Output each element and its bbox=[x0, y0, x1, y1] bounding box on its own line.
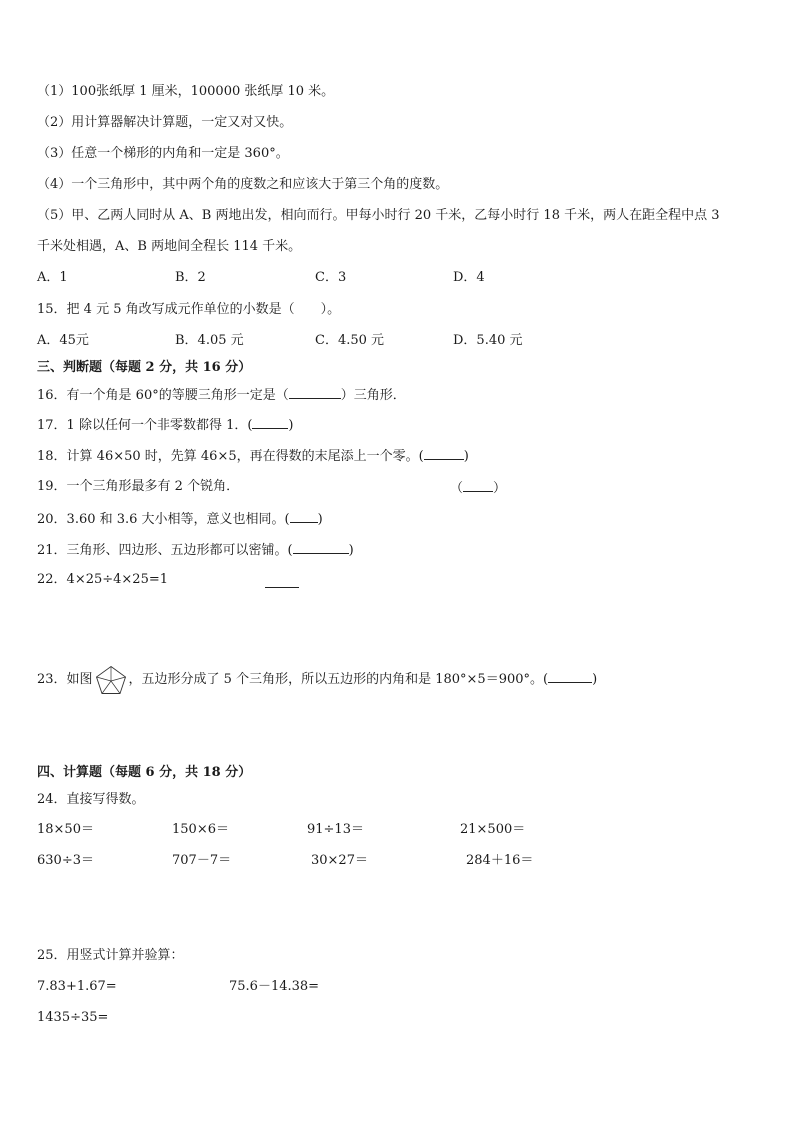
q14-item-4: （4）一个三角形中，其中两个角的度数之和应该大于第三个角的度数。 bbox=[37, 177, 449, 192]
q24-item: 21×500＝ bbox=[460, 822, 526, 837]
q19-answer bbox=[450, 479, 506, 497]
q21 bbox=[37, 541, 354, 559]
q23-text-cont: ，五边形分成了 5 个三角形，所以五边形的内角和是 180°×5＝900°。( bbox=[128, 672, 549, 687]
q24-item: 91÷13＝ bbox=[307, 822, 364, 837]
pentagon-divided-icon bbox=[95, 665, 127, 695]
q19-paren-close: ） bbox=[493, 481, 507, 496]
q24-item: 18×50＝ bbox=[37, 822, 94, 837]
q17-answer-blank[interactable] bbox=[252, 416, 288, 429]
q15-option-b: B．4.05 元 bbox=[175, 333, 244, 348]
q14-item-2: （2）用计算器解决计算题，一定又对又快。 bbox=[37, 115, 293, 130]
section-3-heading: 三、判断题（每题 2 分，共 16 分） bbox=[37, 360, 252, 375]
q19-answer-blank[interactable] bbox=[463, 479, 493, 492]
q20 bbox=[37, 510, 323, 528]
q14-option-b: B．2 bbox=[175, 270, 206, 285]
q21-answer-blank[interactable] bbox=[293, 541, 349, 554]
q19-text: 19．一个三角形最多有 2 个锐角． bbox=[37, 479, 240, 494]
q15-stem: 15．把 4 元 5 角改写成元作单位的小数是（ ）。 bbox=[37, 302, 341, 317]
q24-item: 707－7＝ bbox=[172, 853, 232, 868]
q24-title: 24．直接写得数。 bbox=[37, 792, 145, 807]
q24-item: 284＋16＝ bbox=[466, 853, 534, 868]
q14-item-5: （5）甲、乙两人同时从 A、B 两地出发，相向而行。甲每小时行 20 千米，乙每小时行 18 千米，两人在距全程中点 3 bbox=[37, 208, 720, 223]
q14-item-1: （1）100张纸厚 1 厘米，100000 张纸厚 10 米。 bbox=[37, 84, 335, 99]
q23-text: 23．如图 bbox=[37, 672, 93, 687]
q20-answer-blank[interactable] bbox=[290, 510, 318, 523]
q14-option-c: C．3 bbox=[315, 270, 347, 285]
q20-text-end: ) bbox=[317, 512, 323, 527]
q25-item: 7.83+1.67= bbox=[37, 979, 117, 994]
q17 bbox=[37, 416, 294, 434]
q17-text: 17．1 除以任何一个非零数都得 1．( bbox=[37, 418, 253, 433]
q17-text-end: ) bbox=[288, 418, 294, 433]
q14-item-5-cont: 千米处相遇，A、B 两地间全程长 114 千米。 bbox=[37, 239, 302, 254]
q24-item: 630÷3＝ bbox=[37, 853, 94, 868]
q18-text: 18．计算 46×50 时，先算 46×5，再在得数的末尾添上一个零。( bbox=[37, 449, 424, 464]
q23-answer-blank[interactable] bbox=[548, 670, 592, 683]
q24-item: 30×27＝ bbox=[311, 853, 368, 868]
q18-text-end: ) bbox=[463, 449, 469, 464]
q15-option-a: A．45元 bbox=[37, 333, 89, 348]
q19-paren-open: （ bbox=[450, 481, 464, 496]
q23-text-end: ) bbox=[592, 672, 598, 687]
q15-option-c: C．4.50 元 bbox=[315, 333, 385, 348]
q14-option-d: D．4 bbox=[453, 270, 485, 285]
q23 bbox=[37, 664, 597, 696]
q25-item: 1435÷35= bbox=[37, 1010, 109, 1025]
q22-answer-blank[interactable] bbox=[265, 586, 299, 588]
q25-title: 25．用竖式计算并验算： bbox=[37, 948, 184, 963]
q16-text: 16．有一个角是 60°的等腰三角形一定是（ bbox=[37, 388, 289, 403]
section-4-heading: 四、计算题（每题 6 分，共 18 分） bbox=[37, 765, 252, 780]
q16-text-end: ）三角形． bbox=[340, 388, 406, 403]
q15-option-d: D．5.40 元 bbox=[453, 333, 523, 348]
q18 bbox=[37, 447, 469, 465]
q21-text-end: ) bbox=[348, 543, 354, 558]
q16-answer-blank[interactable] bbox=[289, 386, 341, 399]
q20-text: 20．3.60 和 3.6 大小相等，意义也相同。( bbox=[37, 512, 290, 527]
q25-item: 75.6－14.38= bbox=[229, 979, 320, 994]
q14-option-a: A．1 bbox=[37, 270, 68, 285]
q24-item: 150×6＝ bbox=[172, 822, 229, 837]
q18-answer-blank[interactable] bbox=[424, 447, 464, 460]
q21-text: 21．三角形、四边形、五边形都可以密铺。( bbox=[37, 543, 293, 558]
q14-item-3: （3）任意一个梯形的内角和一定是 360°。 bbox=[37, 146, 289, 161]
q16 bbox=[37, 386, 406, 404]
q22-text: 22．4×25÷4×25=1 bbox=[37, 572, 169, 587]
